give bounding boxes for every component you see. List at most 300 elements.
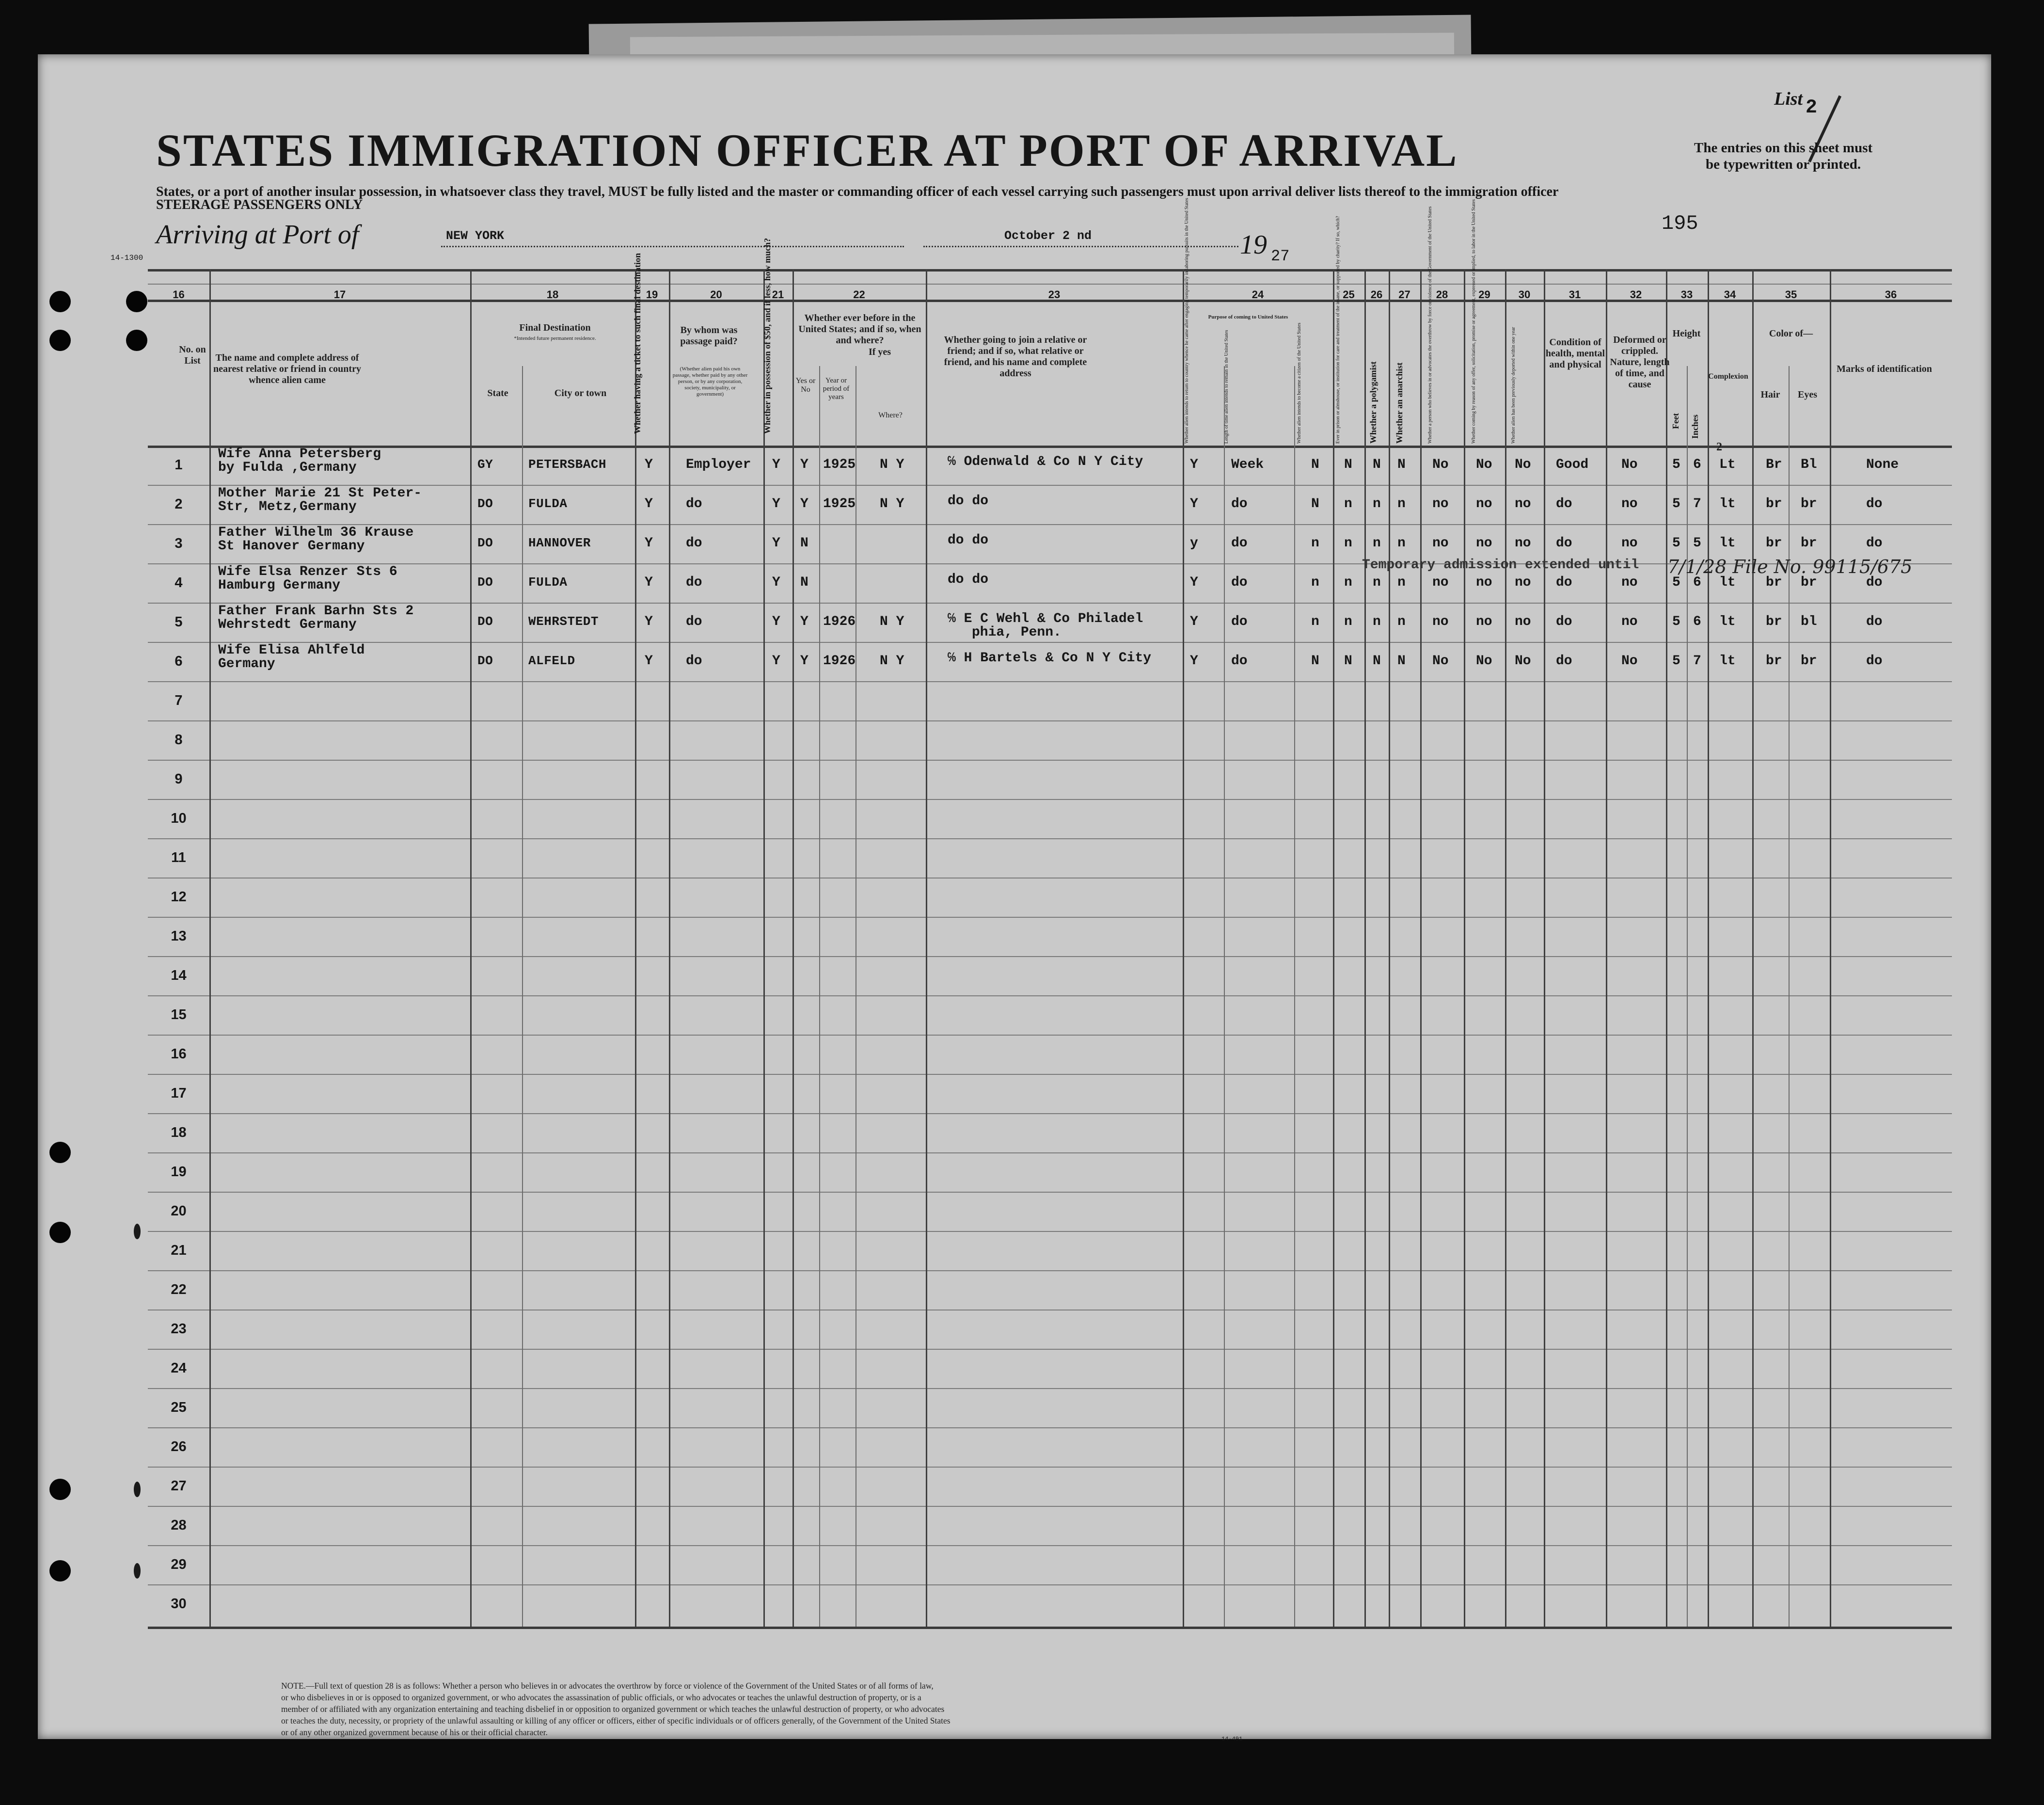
prison: N [1344, 457, 1352, 472]
marks: do [1866, 654, 1883, 669]
header-q30: Whether alien has been previously deported within one year [1511, 327, 1516, 444]
header-passage-paid-sub: (Whether alien paid his own passage, whether paid by any other person, or by any corporation, society, municipality, or government) [672, 366, 748, 397]
ticket: Y [645, 496, 653, 511]
destination-city: FULDA [528, 496, 568, 511]
before-in-us: Y [800, 614, 808, 629]
marks: do [1866, 536, 1883, 551]
joining-relative: ℅ Odenwald & Co N Y City [948, 454, 1143, 469]
column-number: 22 [853, 288, 865, 301]
row-number: 20 [171, 1203, 187, 1219]
joining-relative: do do [948, 494, 989, 509]
column-number: 36 [1885, 288, 1897, 301]
passage-paid-by: Employer [686, 457, 751, 472]
complexion: lt [1719, 496, 1736, 511]
header-city: City or town [554, 388, 607, 399]
relative-name: Wife Elisa Ahlfeld [218, 643, 365, 658]
health: do [1556, 654, 1572, 669]
polygamist: N [1373, 457, 1381, 472]
punch-hole [126, 330, 147, 351]
destination-state: DO [477, 496, 493, 511]
stay-length: do [1231, 536, 1248, 551]
citizen: n [1311, 536, 1319, 551]
instructions-line-2: STEERAGE PASSENGERS ONLY [156, 197, 363, 212]
polygamist: n [1373, 496, 1381, 511]
citizen: n [1311, 575, 1319, 590]
header-purpose-citizen: Whether alien intends to become a citizen of the United States [1297, 322, 1302, 444]
footnote [281, 1680, 1871, 1738]
header-prison: Ever in prison or almshouse, or institution for care and treatment of the insane, or supported by charity? If so, which? [1335, 216, 1341, 444]
column-rule [669, 269, 670, 1627]
destination-state: DO [477, 614, 493, 629]
column-rule [1183, 269, 1184, 1627]
height-feet: 5 [1672, 536, 1680, 551]
column-rule [1830, 269, 1831, 1627]
row-number: 9 [174, 771, 183, 787]
joining-relative: do do [948, 572, 989, 587]
health: do [1556, 536, 1572, 551]
row-rule [148, 603, 1952, 604]
column-number: 32 [1630, 288, 1642, 301]
joining-relative-cont: phia, Penn. [972, 625, 1062, 640]
row-number: 5 [174, 614, 183, 630]
punch-hole [49, 291, 71, 312]
previous-where: N Y [880, 614, 904, 629]
anarchist: n [1397, 575, 1406, 590]
column-rule [635, 269, 636, 1627]
complexion: lt [1719, 575, 1736, 590]
column-number: 34 [1724, 288, 1736, 301]
polygamist: n [1373, 614, 1381, 629]
hair-color: br [1766, 654, 1782, 669]
header-if-yes: If yes [868, 347, 891, 357]
deformed: no [1621, 536, 1638, 551]
row-number: 24 [171, 1360, 187, 1376]
row-rule [148, 1427, 1952, 1428]
row-rule [148, 1467, 1952, 1468]
destination-city: PETERSBACH [528, 457, 607, 472]
joining-relative: ℅ E C Wehl & Co Philadel [948, 611, 1143, 626]
file-number-note: 7/1/28 File No. 99115/675 [1667, 556, 1913, 577]
row-rule [148, 1152, 1952, 1153]
marks: do [1866, 614, 1883, 629]
q30-answer: No [1515, 457, 1531, 472]
passage-paid-by: do [686, 614, 702, 629]
q28-answer: no [1432, 575, 1449, 590]
row-rule [148, 917, 1952, 918]
before-in-us: Y [800, 496, 808, 511]
column-rule [209, 269, 211, 1627]
column-rule [1389, 269, 1390, 1627]
column-rule [763, 269, 765, 1627]
footnote-line-5: or of any other organized government because of his or their official character. [281, 1727, 548, 1737]
header-q29: Whether coming by reason of any offer, solicitation, promise or agreement, expressed or implied, to labor in the United States [1471, 199, 1476, 444]
row-rule [148, 956, 1952, 957]
footnote-form-tag: 14-491 [1221, 1736, 1243, 1742]
eye-color: Bl [1801, 457, 1817, 472]
row-number: 6 [174, 654, 183, 669]
row-rule [148, 1074, 1952, 1075]
height-note: 2 [1716, 441, 1722, 453]
column-rule [522, 366, 523, 1627]
row-number: 12 [171, 889, 187, 905]
polygamist: N [1373, 654, 1381, 669]
purpose-return: Y [1190, 496, 1198, 511]
eye-color: bl [1801, 614, 1817, 629]
marks: do [1866, 496, 1883, 511]
destination-city: HANNOVER [528, 536, 591, 550]
passage-paid-by: do [686, 575, 702, 590]
height-inches: 6 [1693, 614, 1701, 629]
column-rule [792, 269, 794, 1627]
complexion: lt [1719, 614, 1736, 629]
row-rule [148, 1231, 1952, 1232]
row-number: 17 [171, 1086, 187, 1101]
purpose-return: Y [1190, 614, 1198, 629]
money: Y [772, 457, 780, 472]
deformed: No [1621, 457, 1638, 472]
purpose-return: Y [1190, 575, 1198, 590]
column-rule [1464, 269, 1465, 1627]
typewritten-note [1694, 140, 1872, 173]
previous-year: 1926 [823, 614, 856, 629]
money: Y [772, 654, 780, 669]
header-no-on-list: No. on List [179, 344, 206, 366]
column-number: 27 [1398, 288, 1410, 301]
header-complexion: Complexion [1708, 372, 1748, 381]
column-number: 23 [1048, 288, 1061, 301]
column-rule [1224, 366, 1225, 1627]
column-rule [1544, 269, 1545, 1627]
header-before-in-us: Whether ever before in the United States; and if so, when and where? [798, 313, 921, 346]
list-number: 2 [1806, 97, 1818, 119]
row-rule [148, 1506, 1952, 1507]
punch-hole [131, 1560, 143, 1581]
row-rule [148, 1349, 1952, 1350]
q29-answer: No [1476, 457, 1492, 472]
q30-answer: No [1515, 654, 1531, 669]
header-final-destination: Final Destination [519, 322, 591, 333]
header-q28: Whether a person who believes in or advocates the overthrow by force or violence of the Government of the United States [1427, 206, 1433, 444]
stay-length: do [1231, 614, 1248, 629]
stamp-number: 195 [1662, 212, 1698, 235]
complexion: lt [1719, 654, 1736, 669]
header-purpose: Purpose of coming to United States [1208, 314, 1288, 320]
relative-name: Wife Elsa Renzer Sts 6 [218, 564, 397, 579]
column-number: 33 [1680, 288, 1693, 301]
height-feet: 5 [1672, 614, 1680, 629]
prison: n [1344, 536, 1352, 551]
row-rule [148, 1584, 1952, 1585]
q28-answer: no [1432, 614, 1449, 629]
height-inches: 5 [1693, 536, 1701, 551]
punch-hole [131, 1221, 143, 1242]
punch-hole [131, 1479, 143, 1500]
anarchist: n [1397, 614, 1406, 629]
stay-length: Week [1231, 457, 1264, 472]
previous-year: 1925 [823, 496, 856, 511]
header-feet: Feet [1671, 413, 1680, 429]
column-rule [1294, 366, 1295, 1627]
stay-length: do [1231, 496, 1248, 511]
punch-hole [49, 1222, 71, 1243]
q28-answer: no [1432, 496, 1449, 511]
row-number: 8 [174, 732, 183, 748]
relative-name: Father Frank Barhn Sts 2 [218, 604, 414, 619]
header-polygamist: Whether a polygamist [1368, 361, 1378, 444]
row-rule [148, 1388, 1952, 1389]
row-number: 15 [171, 1007, 187, 1022]
relative-address: by Fulda ,Germany [218, 460, 357, 475]
q29-answer: no [1476, 614, 1492, 629]
column-rule [470, 269, 472, 1627]
row-number: 25 [171, 1400, 187, 1415]
height-inches: 7 [1693, 496, 1701, 511]
deformed: no [1621, 614, 1638, 629]
column-number: 19 [646, 288, 658, 301]
punch-hole [49, 1479, 71, 1500]
typewritten-note-line-1: The entries on this sheet must [1694, 140, 1873, 156]
row-number: 4 [174, 575, 183, 591]
hair-color: Br [1766, 457, 1782, 472]
row-rule [148, 838, 1952, 839]
q30-answer: no [1515, 575, 1531, 590]
column-number: 24 [1252, 288, 1264, 301]
ticket: Y [645, 457, 653, 472]
row-number: 18 [171, 1125, 187, 1140]
list-label: List [1774, 89, 1803, 109]
money: Y [772, 575, 780, 590]
marks: None [1866, 457, 1899, 472]
q29-answer: no [1476, 575, 1492, 590]
marks: do [1866, 575, 1883, 590]
hair-color: br [1766, 496, 1782, 511]
q29-answer: no [1476, 496, 1492, 511]
row-rule [148, 720, 1952, 721]
citizen: n [1311, 614, 1319, 629]
relative-address: Hamburg Germany [218, 578, 341, 593]
previous-where: N Y [880, 654, 904, 669]
q28-answer: No [1432, 654, 1449, 669]
port-name: NEW YORK [446, 229, 505, 243]
row-rule [148, 1270, 1952, 1271]
money: Y [772, 536, 780, 551]
deformed: No [1621, 654, 1638, 669]
header-ticket: Whether having a ticket to such final destination [633, 253, 642, 434]
port-dotted-line [441, 246, 904, 247]
hair-color: br [1766, 575, 1782, 590]
before-in-us: N [800, 536, 808, 551]
header-eyes: Eyes [1798, 389, 1817, 400]
header-marks: Marks of identification [1837, 364, 1932, 374]
row-number: 2 [174, 496, 183, 512]
row-number: 1 [174, 457, 183, 473]
money: Y [772, 614, 780, 629]
row-rule [148, 878, 1952, 879]
column-number: 16 [173, 288, 185, 301]
header-deformed: Deformed or crippled. Nature, length of time, and cause [1610, 335, 1670, 390]
passage-paid-by: do [686, 496, 702, 511]
citizen: N [1311, 654, 1319, 669]
height-feet: 5 [1672, 575, 1680, 590]
citizen: N [1311, 496, 1319, 511]
row-rule [148, 995, 1952, 996]
header-state: State [487, 388, 508, 399]
row-number: 21 [171, 1243, 187, 1258]
row-number: 13 [171, 928, 187, 944]
relative-name: Mother Marie 21 St Peter- [218, 486, 422, 501]
arrival-date: October 2 nd [1004, 229, 1092, 243]
anarchist: n [1397, 536, 1406, 551]
relative-name: Father Wilhelm 36 Krause [218, 525, 414, 540]
ticket: Y [645, 614, 653, 629]
previous-year: 1926 [823, 654, 856, 669]
passage-paid-by: do [686, 654, 702, 669]
page-title: STATES IMMIGRATION OFFICER AT PORT OF ARRIVAL [156, 125, 1458, 176]
footnote-line-4: or teaches the duty, necessity, or propriety of the unlawful assaulting or killing of any officer or officers, either of specific individuals or of officers generally, of the Government of the United States [281, 1716, 951, 1725]
stay-length: do [1231, 654, 1248, 669]
destination-city: WEHRSTEDT [528, 614, 599, 629]
purpose-return: Y [1190, 457, 1198, 472]
row-number: 28 [171, 1517, 187, 1533]
column-rule [1606, 269, 1607, 1627]
previous-where: N Y [880, 457, 904, 472]
footnote-line-2: or who disbelieves in or is opposed to organized government, or who advocates the assassination of public officials, or who advocates or teaches the unlawful destruction of property, or is a [281, 1693, 921, 1702]
column-number: 21 [772, 288, 784, 301]
column-number: 31 [1569, 288, 1581, 301]
header-purpose-return: Whether alien intends to return to country whence he came after engaging temporarily in laboring pursuits in the United States [1184, 198, 1189, 444]
header-money: Whether in possession of $50, and if less, how much? [762, 238, 772, 434]
header-color-of: Color of— [1769, 328, 1813, 339]
height-inches: 7 [1693, 654, 1701, 669]
header-purpose-length: Length of time alien intends to remain in the United States [1224, 330, 1229, 444]
relative-address: Germany [218, 656, 275, 671]
punch-hole [49, 1560, 71, 1581]
stay-length: do [1231, 575, 1248, 590]
column-rule [1789, 366, 1790, 1627]
instructions-line-1: States, or a port of another insular possession, in whatsoever class they travel, MUST be fully listed and the master or commanding officer of each vessel carrying such passengers must upon arrival deliver lists thereof to the immigration officer [156, 184, 1559, 199]
health: do [1556, 496, 1572, 511]
row-rule [148, 681, 1952, 682]
column-number: 20 [710, 288, 722, 301]
table-rule [148, 1627, 1952, 1629]
column-rule [1687, 366, 1688, 1627]
form-number: 14-1300 [111, 254, 143, 262]
column-rule [819, 366, 820, 1627]
height-inches: 6 [1693, 457, 1701, 472]
relative-address: Str, Metz,Germany [218, 499, 357, 514]
before-in-us: Y [800, 654, 808, 669]
column-number: 18 [546, 288, 559, 301]
header-year: Year or period of years [823, 377, 850, 401]
prison: N [1344, 654, 1352, 669]
polygamist: n [1373, 575, 1381, 590]
height-inches: 6 [1693, 575, 1701, 590]
table-rule [148, 269, 1952, 272]
row-number: 10 [171, 811, 187, 826]
column-number: 30 [1518, 288, 1531, 301]
passage-paid-by: do [686, 536, 702, 551]
purpose-return: Y [1190, 654, 1198, 669]
row-rule [148, 1545, 1952, 1546]
joining-relative: do do [948, 533, 989, 548]
purpose-return: y [1190, 536, 1198, 551]
header-passage-paid: By whom was passage paid? [680, 325, 738, 347]
row-rule [148, 1035, 1952, 1036]
ticket: Y [645, 654, 653, 669]
column-number: 35 [1785, 288, 1797, 301]
header-where: Where? [878, 411, 903, 419]
row-number: 7 [174, 693, 183, 708]
relative-name: Wife Anna Petersberg [218, 447, 381, 462]
relative-address: Wehrstedt Germany [218, 617, 357, 632]
q30-answer: no [1515, 496, 1531, 511]
health: do [1556, 575, 1572, 590]
relative-address: St Hanover Germany [218, 539, 365, 554]
row-number: 3 [174, 536, 183, 551]
q28-answer: No [1432, 457, 1449, 472]
row-rule [148, 642, 1952, 643]
row-number: 23 [171, 1321, 187, 1337]
row-rule [148, 524, 1952, 525]
q29-answer: No [1476, 654, 1492, 669]
column-rule [1708, 269, 1709, 1627]
deformed: no [1621, 575, 1638, 590]
health: do [1556, 614, 1572, 629]
eye-color: br [1801, 575, 1817, 590]
eye-color: br [1801, 536, 1817, 551]
typewritten-note-line-2: be typewritten or printed. [1706, 157, 1861, 172]
header-final-destination-sub: *Intended future permanent residence. [514, 335, 596, 341]
row-number: 27 [171, 1478, 187, 1494]
polygamist: n [1373, 536, 1381, 551]
footnote-line-3: member of or affiliated with any organization entertaining and teaching disbelief in or opposition to organized government or which teaches the unlawful destruction of property, or who advocates [281, 1704, 945, 1714]
anarchist: n [1397, 496, 1406, 511]
row-rule [148, 760, 1952, 761]
health: Good [1556, 457, 1589, 472]
destination-state: DO [477, 654, 493, 668]
column-rule [1333, 269, 1334, 1627]
column-number: 28 [1436, 288, 1448, 301]
column-rule [1364, 269, 1366, 1627]
row-rule [148, 1192, 1952, 1193]
row-number: 16 [171, 1046, 187, 1062]
header-inches: Inches [1690, 414, 1700, 439]
complexion: Lt [1719, 457, 1736, 472]
previous-where: N Y [880, 496, 904, 511]
column-number: 29 [1478, 288, 1490, 301]
joining-relative: ℅ H Bartels & Co N Y City [948, 651, 1152, 666]
column-rule [1420, 269, 1422, 1627]
anarchist: N [1397, 457, 1406, 472]
eye-color: br [1801, 654, 1817, 669]
destination-state: DO [477, 575, 493, 590]
destination-city: ALFELD [528, 654, 575, 668]
destination-state: DO [477, 536, 493, 550]
column-number: 25 [1343, 288, 1355, 301]
destination-city: FULDA [528, 575, 568, 590]
row-number: 22 [171, 1282, 187, 1297]
row-number: 26 [171, 1439, 187, 1454]
column-rule [1505, 269, 1506, 1627]
header-yes-or-no: Yes or No [795, 377, 816, 394]
column-rule [926, 269, 927, 1627]
column-number: 17 [333, 288, 346, 301]
header-relative: The name and complete address of nearest relative or friend in country whence alien came [213, 352, 361, 385]
header-anarchist: Whether an anarchist [1394, 362, 1404, 444]
table-rule [148, 446, 1952, 448]
before-in-us: N [800, 575, 808, 590]
money: Y [772, 496, 780, 511]
